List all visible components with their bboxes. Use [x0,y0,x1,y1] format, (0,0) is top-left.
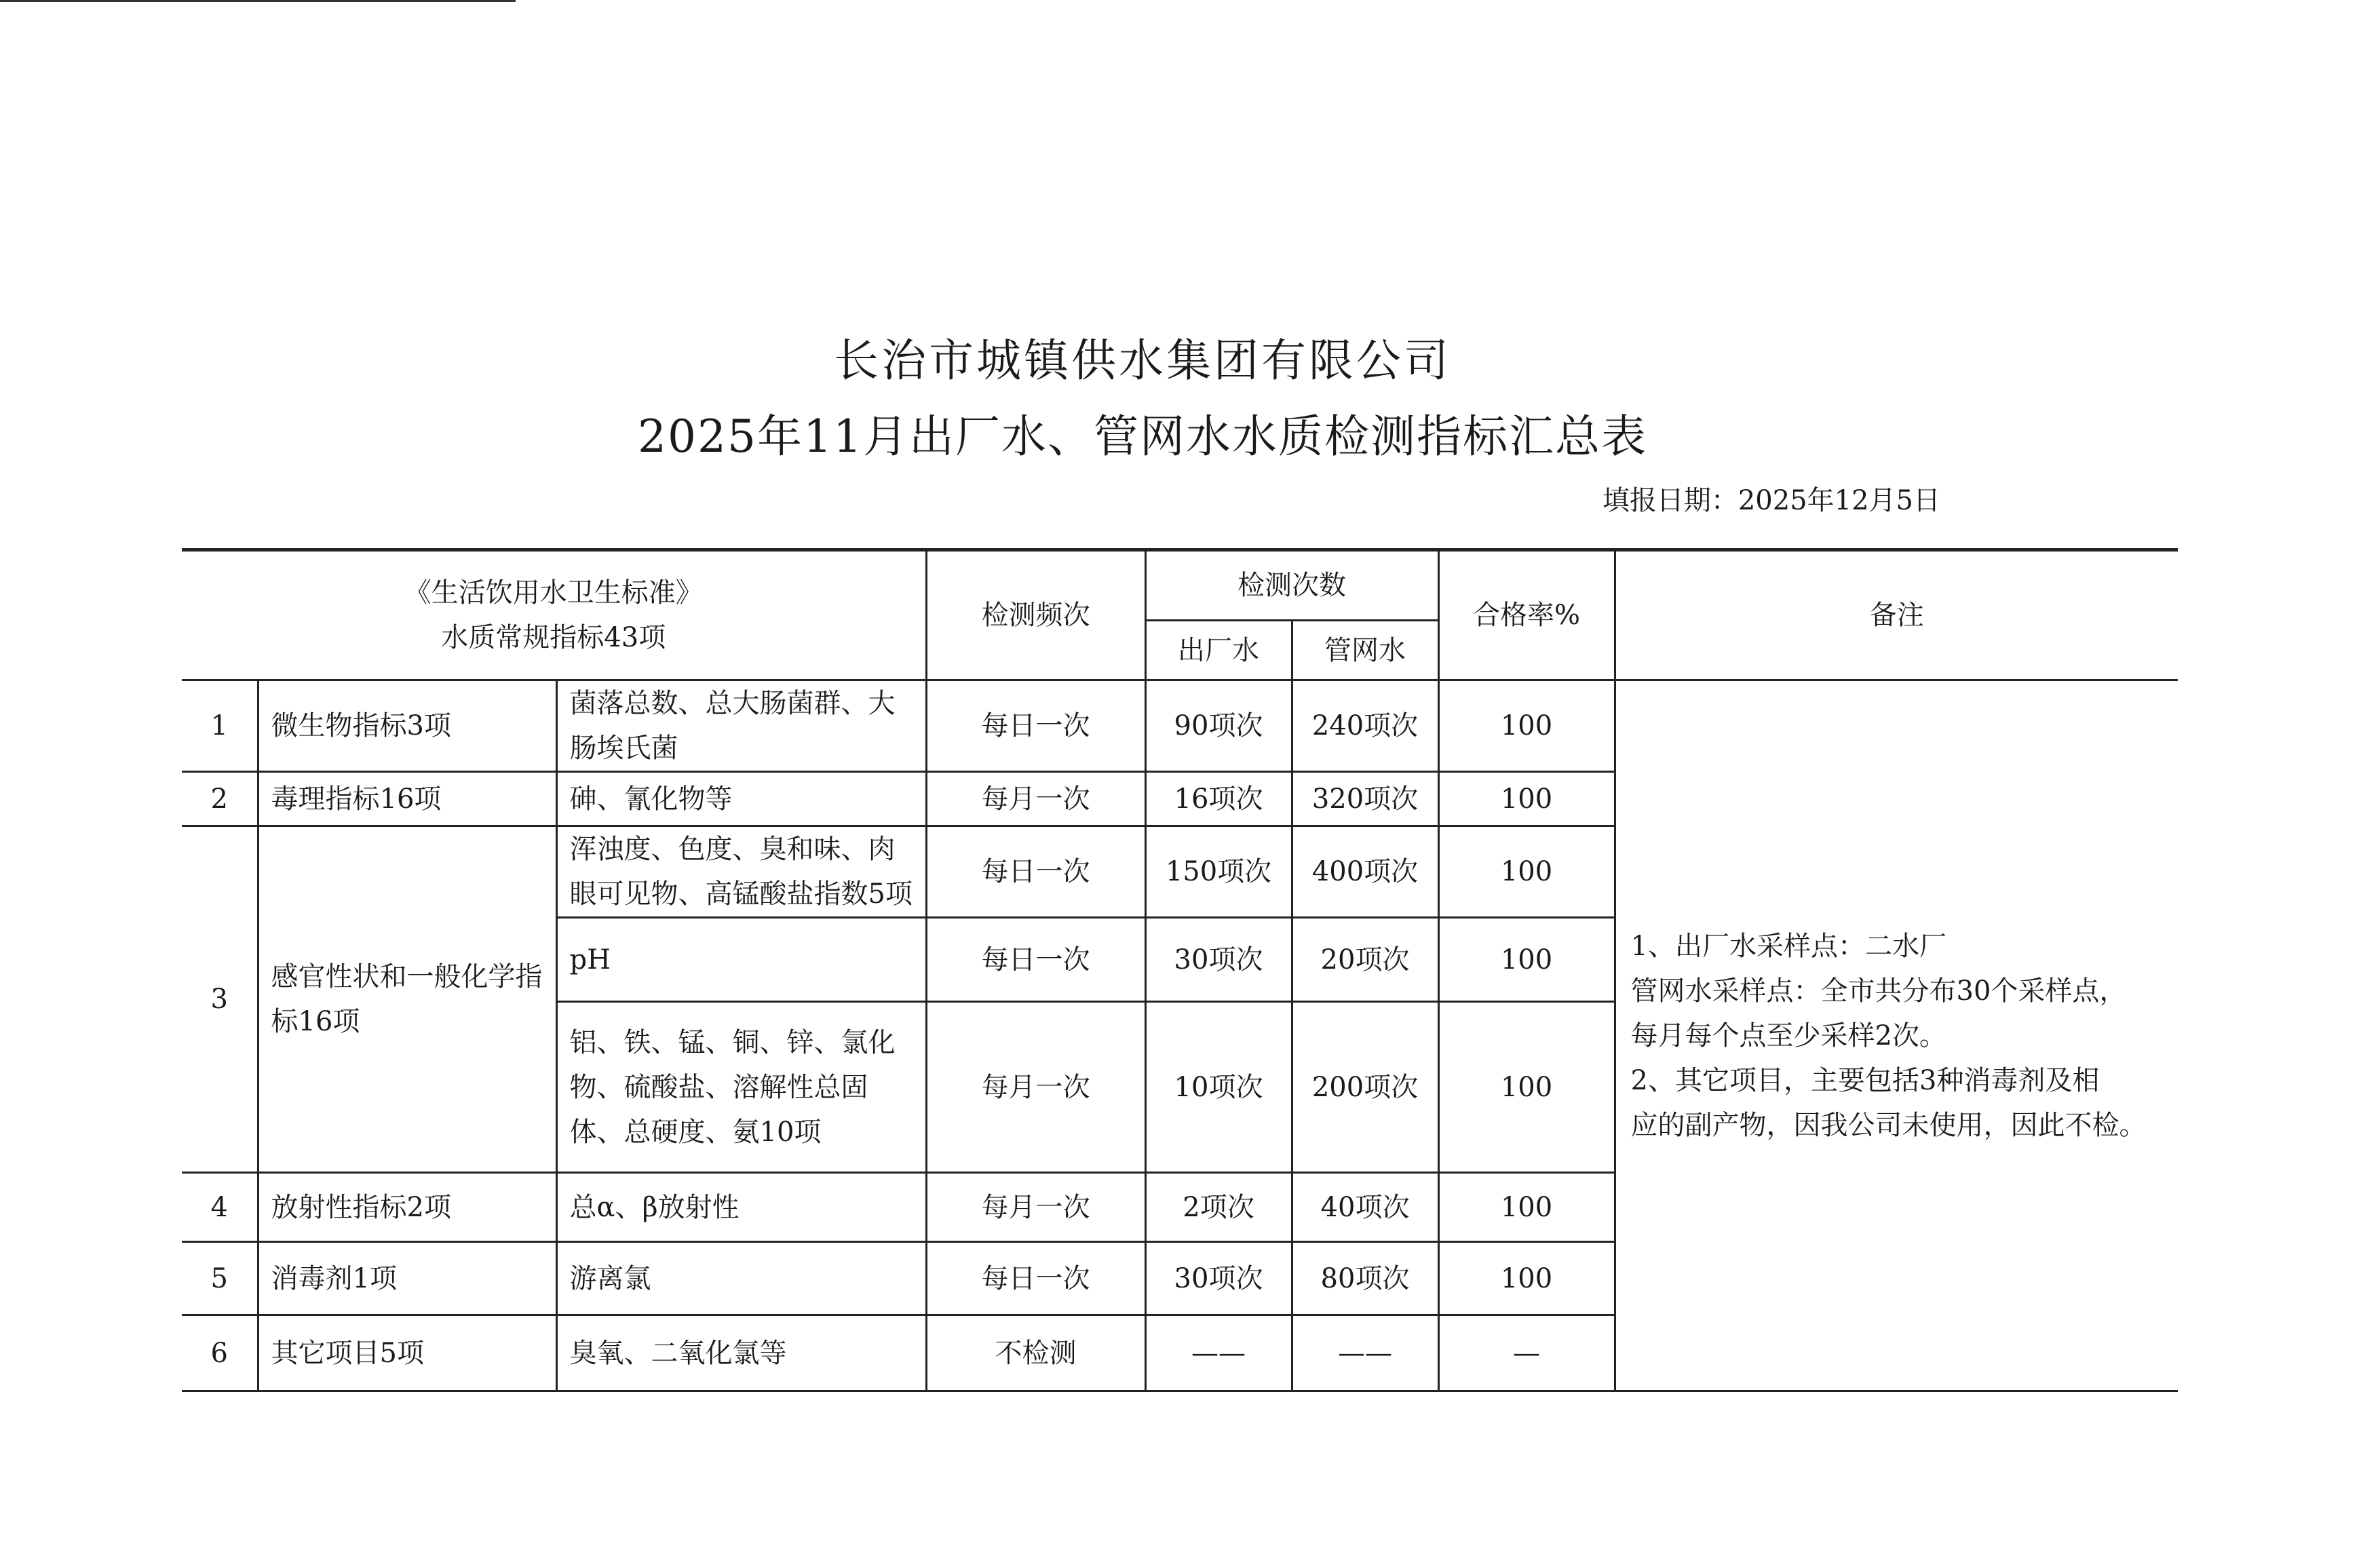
remark-line: 管网水采样点：全市共分布30个采样点， [1630,975,2127,1007]
remark-line: 应的副产物，因我公司未使用，因此不检。 [1630,1109,2147,1141]
row-factory-count: 10项次 [1145,1002,1292,1173]
row-factory-count: 16项次 [1145,772,1292,826]
row-pipe-count: —— [1292,1315,1438,1391]
row-items: 铝、铁、锰、铜、锌、氯化物、硫酸盐、溶解性总固体、总硬度、氨10项 [556,1002,926,1173]
scan-edge-line [0,0,516,2]
row-items: 浑浊度、色度、臭和味、肉眼可见物、高锰酸盐指数5项 [556,826,926,918]
row-factory-count: 150项次 [1145,826,1292,918]
row-pass-rate: 100 [1438,826,1615,918]
factory-water-header: 出厂水 [1145,621,1292,680]
standard-subtitle: 水质常规指标43项 [441,622,666,653]
row-category: 毒理指标16项 [258,772,556,826]
row-category: 微生物指标3项 [258,680,556,772]
row-frequency: 每月一次 [926,1002,1145,1173]
row-items: 游离氯 [556,1242,926,1315]
fill-date: 填报日期：2025年12月5日 [1602,485,1940,516]
row-category: 感官性状和一般化学指标16项 [258,826,556,1173]
company-title: 长治市城镇供水集团有限公司 [834,334,1451,387]
row-items: 臭氧、二氧化氯等 [556,1315,926,1391]
row-frequency: 每月一次 [926,1173,1145,1242]
row-pipe-count: 80项次 [1292,1242,1438,1315]
row-number: 5 [182,1242,258,1315]
row-pipe-count: 400项次 [1292,826,1438,918]
row-number: 4 [182,1173,258,1242]
row-pipe-count: 20项次 [1292,918,1438,1002]
remarks-cell [1615,680,2178,1391]
row-pipe-count: 200项次 [1292,1002,1438,1173]
row-items: 砷、氰化物等 [556,772,926,826]
pass-rate-header: 合格率% [1438,550,1615,680]
row-pass-rate: 100 [1438,1173,1615,1242]
row-pipe-count: 40项次 [1292,1173,1438,1242]
frequency-header: 检测频次 [926,550,1145,680]
water-quality-table [182,548,2178,1392]
row-pass-rate: 100 [1438,1242,1615,1315]
row-number: 6 [182,1315,258,1391]
row-factory-count: 2项次 [1145,1173,1292,1242]
row-pass-rate: — [1438,1315,1615,1391]
row-factory-count: —— [1145,1315,1292,1391]
row-factory-count: 30项次 [1145,918,1292,1002]
row-number: 3 [182,826,258,1173]
pipe-water-header: 管网水 [1292,621,1438,680]
row-items: 菌落总数、总大肠菌群、大肠埃氏菌 [556,680,926,772]
row-pass-rate: 100 [1438,772,1615,826]
row-number: 1 [182,680,258,772]
row-pipe-count: 240项次 [1292,680,1438,772]
row-factory-count: 90项次 [1145,680,1292,772]
standard-title: 《生活饮用水卫生标准》 [404,577,703,608]
row-pipe-count: 320项次 [1292,772,1438,826]
row-factory-count: 30项次 [1145,1242,1292,1315]
row-frequency: 每日一次 [926,826,1145,918]
remark-line: 每月每个点至少采样2次。 [1630,1020,1946,1051]
row-pass-rate: 100 [1438,680,1615,772]
row-category: 其它项目5项 [258,1315,556,1391]
row-items: pH [556,918,926,1002]
row-pass-rate: 100 [1438,918,1615,1002]
report-title: 2025年11月出厂水、管网水水质检测指标汇总表 [638,410,1647,463]
row-category: 消毒剂1项 [258,1242,556,1315]
remark-line: 1、出厂水采样点：二水厂 [1630,930,1946,962]
row-number: 2 [182,772,258,826]
row-frequency: 不检测 [926,1315,1145,1391]
standard-header [182,550,926,680]
row-frequency: 每日一次 [926,918,1145,1002]
row-frequency: 每日一次 [926,680,1145,772]
row-category: 放射性指标2项 [258,1173,556,1242]
remark-line: 2、其它项目，主要包括3种消毒剂及相 [1630,1064,2100,1096]
row-frequency: 每日一次 [926,1242,1145,1315]
table-row [182,680,2178,772]
test-count-header: 检测次数 [1145,550,1438,621]
row-frequency: 每月一次 [926,772,1145,826]
row-pass-rate: 100 [1438,1002,1615,1173]
row-items: 总α、β放射性 [556,1173,926,1242]
remarks-header: 备注 [1615,550,2178,680]
